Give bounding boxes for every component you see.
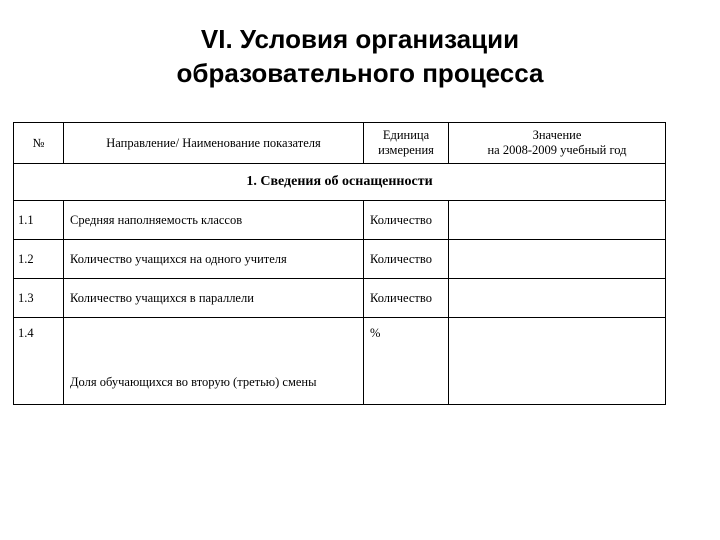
row-name: Доля обучающихся во вторую (третью) смены	[64, 318, 364, 405]
row-value[interactable]	[449, 279, 666, 318]
title-line-1: VI. Условия организации	[200, 24, 520, 54]
table-row	[14, 240, 666, 279]
table-row	[14, 201, 666, 240]
row-unit: %	[364, 318, 449, 405]
header-value-line-2: на 2008-2009 учебный год	[487, 143, 627, 157]
header-unit-line-2: измерения	[378, 143, 434, 157]
section-row	[14, 164, 666, 201]
conditions-table	[13, 122, 666, 405]
row-value[interactable]	[449, 318, 666, 405]
header-name: Направление/ Наименование показателя	[64, 123, 364, 164]
header-value	[449, 123, 666, 164]
row-value[interactable]	[449, 201, 666, 240]
row-name: Количество учащихся на одного учителя	[64, 240, 364, 279]
table-row	[14, 318, 666, 405]
row-name: Средняя наполняемость классов	[64, 201, 364, 240]
header-value-line-1: Значение	[532, 128, 582, 142]
row-number: 1.2	[14, 240, 64, 279]
row-value[interactable]	[449, 240, 666, 279]
header-unit-line-1: Единица	[382, 128, 430, 142]
section-title: 1. Сведения об оснащенности	[14, 164, 666, 201]
row-number: 1.3	[14, 279, 64, 318]
row-name: Количество учащихся в параллели	[64, 279, 364, 318]
row-number: 1.4	[14, 318, 64, 405]
table-row	[14, 279, 666, 318]
page-title	[0, 22, 720, 90]
row-unit: Количество	[364, 240, 449, 279]
header-row	[14, 123, 666, 164]
title-line-2: образовательного процесса	[176, 58, 544, 88]
row-unit: Количество	[364, 201, 449, 240]
row-unit: Количество	[364, 279, 449, 318]
header-number: №	[14, 123, 64, 164]
header-unit	[364, 123, 449, 164]
row-number: 1.1	[14, 201, 64, 240]
